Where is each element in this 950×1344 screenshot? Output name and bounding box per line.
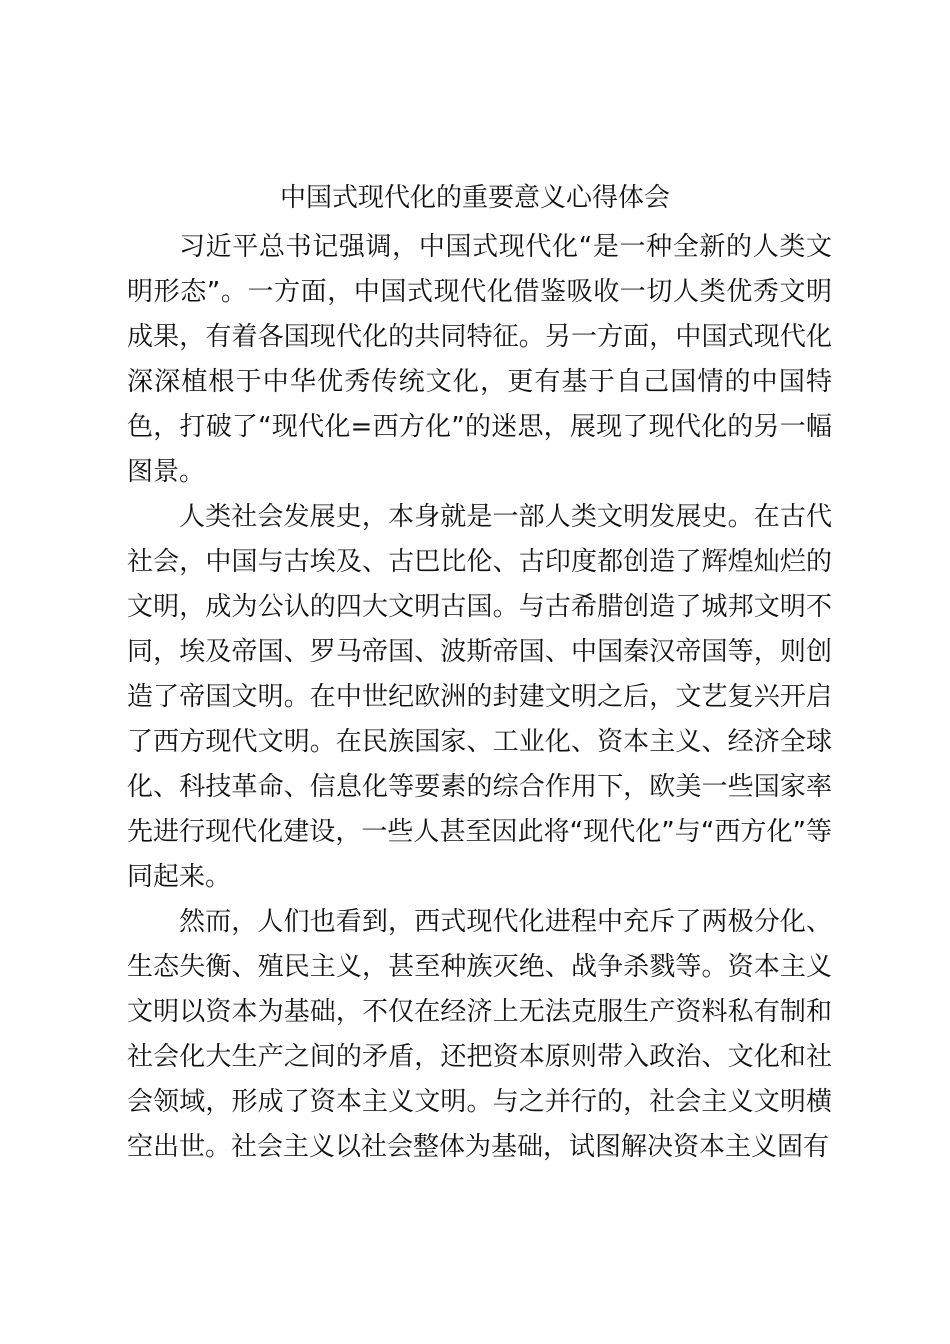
paragraph-2: 人类社会发展史，本身就是一部人类文明发展史。在古代社会，中国与古埃及、古巴比伦、古印度都创造了辉煌灿烂的文明，成为公认的四大文明古国。与古希腊创造了城邦文明不同，埃及帝国、罗马帝国、波斯帝国、中国秦汉帝国等，则创造了帝国文明。在中世纪欧洲的封建文明之后，文艺复兴开启了西方现代文明。在民族国家、工业化、资本主义、经济全球化、科技革命、信息化等要素的综合作用下，欧美一些国家率先进行现代化建设，一些人甚至因此将“现代化”与“西方化”等同起来。 xyxy=(127,502,832,892)
paragraph-1: 习近平总书记强调，中国式现代化“是一种全新的人类文明形态”。一方面，中国式现代化借鉴吸收一切人类优秀文明成果，有着各国现代化的共同特征。另一方面，中国式现代化深深植根于中华优秀传统文化，更有基于自己国情的中国特色，打破了“现代化=西方化”的迷思，展现了现代化的另一幅图景。 xyxy=(127,232,832,487)
document-body xyxy=(127,225,832,1170)
paragraph-3: 然而，人们也看到，西式现代化进程中充斥了两极分化、生态失衡、殖民主义，甚至种族灭绝、战争杀戮等。资本主义文明以资本为基础，不仅在经济上无法克服生产资料私有制和社会化大生产之间的矛盾，还把资本原则带入政治、文化和社会领域，形成了资本主义文明。与之并行的，社会主义文明横空出世。社会主义以社会整体为基础，试图解决资本主义固有 xyxy=(127,907,832,1162)
document-title: 中国式现代化的重要意义心得体会 xyxy=(279,183,670,213)
